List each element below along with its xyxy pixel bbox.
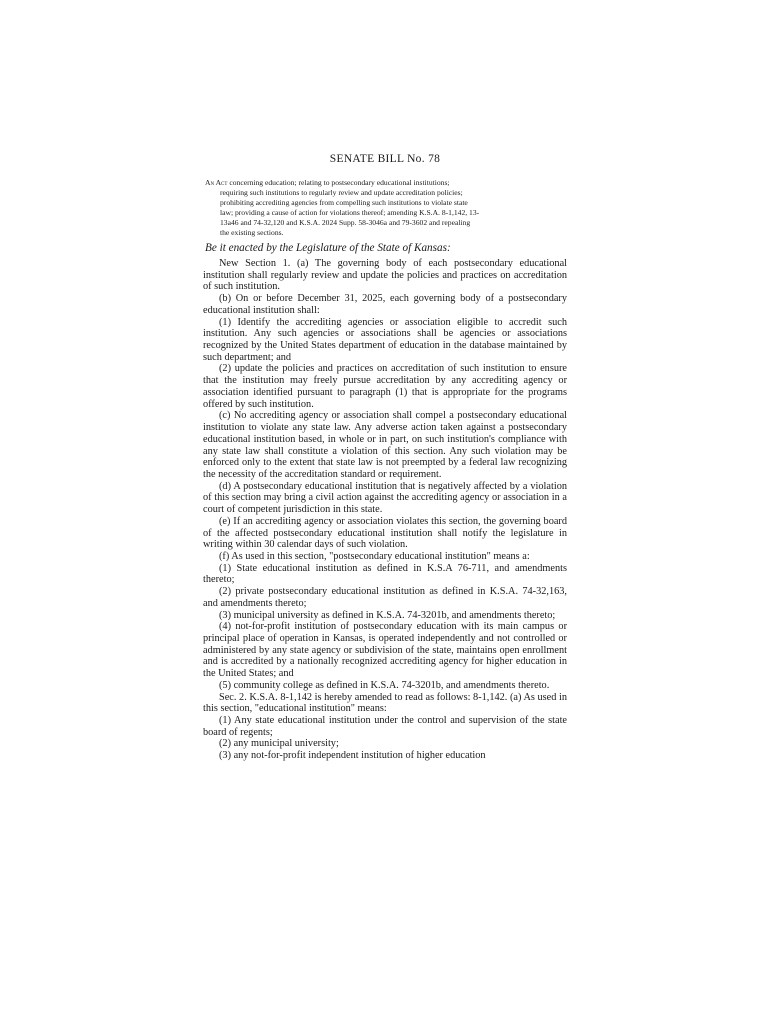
bill-paragraph: (3) any not-for-profit independent institution of higher education [219, 750, 486, 762]
act-summary-line: the existing sections. [220, 228, 284, 237]
bill-paragraph: (4) not-for-profit institution of postsecondary education with its main campus or principal place of operation in Kansas, is operated independently and not controlled or administered by any state agency or subdivision of the state, maintains open enrollment and is accredited by a nationally recognized accrediting agency for higher education in the United States; and [203, 621, 567, 680]
bill-paragraph: (1) Identify the accrediting agencies or association eligible to accredit such institution. Any such agencies or associations shall be agencies or associations recognized by the United States department of education in the database maintained by such department; and [203, 316, 567, 363]
act-summary-line: 13a46 and 74-32,120 and K.S.A. 2024 Supp. 58-3046a and 79-3602 and repealing [220, 218, 471, 227]
bill-paragraph: (2) private postsecondary educational institution as defined in K.S.A. 74-32,163, and amendments thereto; [203, 586, 567, 609]
enacting-clause: Be it enacted by the Legislature of the State of Kansas: [205, 242, 451, 254]
bill-paragraph: (3) municipal university as defined in K.S.A. 74-3201b, and amendments thereto; [219, 609, 556, 621]
act-summary-text: concerning education; relating to postsecondary educational institutions; [229, 178, 450, 187]
bill-paragraph: (1) Any state educational institution under the control and supervision of the state board of regents; [203, 715, 567, 738]
bill-paragraph: (2) any municipal university; [219, 738, 339, 750]
bill-paragraph: Sec. 2. K.S.A. 8-1,142 is hereby amended to read as follows: 8-1,142. (a) As used in this section, "educational institution" means: [203, 691, 567, 715]
bill-paragraph: (b) On or before December 31, 2025, each governing body of a postsecondary educational institution shall: [203, 293, 567, 316]
act-summary [205, 178, 567, 238]
bill-paragraph: (1) State educational institution as defined in K.S.A 76-711, and amendments thereto; [203, 562, 567, 586]
act-summary-line: law; providing a cause of action for violations thereof; amending K.S.A. 8-1,142, 13- [220, 208, 480, 217]
act-lead: An Act [205, 178, 228, 187]
bill-title: SENATE BILL No. 78 [329, 153, 441, 165]
act-summary-line: prohibiting accrediting agencies from compelling such institutions to violate state [220, 198, 468, 207]
bill-paragraph: (5) community college as defined in K.S.A. 74-3201b, and amendments thereto. [219, 679, 550, 691]
bill-paragraph: (e) If an accrediting agency or association violates this section, the governing board of the affected postsecondary educational institution shall notify the legislature in writing within 30 calendar days of such violation. [203, 515, 567, 551]
bill-paragraph: (2) update the policies and practices on accreditation of such institution to ensure that the institution may freely pursue accreditation by any accrediting agency or association identified pursuant to paragraph (1) that is appropriate for the programs offered by such institution. [203, 363, 567, 410]
act-summary-line: requiring such institutions to regularly review and update accreditation policies; [220, 188, 463, 197]
bill-paragraph: New Section 1. (a) The governing body of each postsecondary educational institution shall regularly review and update the policies and practices on accreditation of such institution. [203, 258, 567, 293]
act-summary-line [205, 178, 567, 188]
bill-paragraph: (f) As used in this section, "postsecondary educational institution" means a: [219, 550, 530, 562]
bill-body [203, 258, 567, 762]
bill-paragraph: (d) A postsecondary educational institution that is negatively affected by a violation of this section may bring a civil action against the accrediting agency or association in a court of competent jurisdiction in this state. [203, 480, 567, 516]
bill-paragraph: (c) No accrediting agency or association shall compel a postsecondary educational institution to violate any state law. Any adverse action taken against a postsecondary educational institution based, in whole or in part, on such institution's compliance with any state law shall constitute a violation of this section. Any such violation may be enforced only to the extent that state law is not preempted by a federal law recognizing the necessity of the accreditation standard or requirement. [203, 410, 567, 480]
